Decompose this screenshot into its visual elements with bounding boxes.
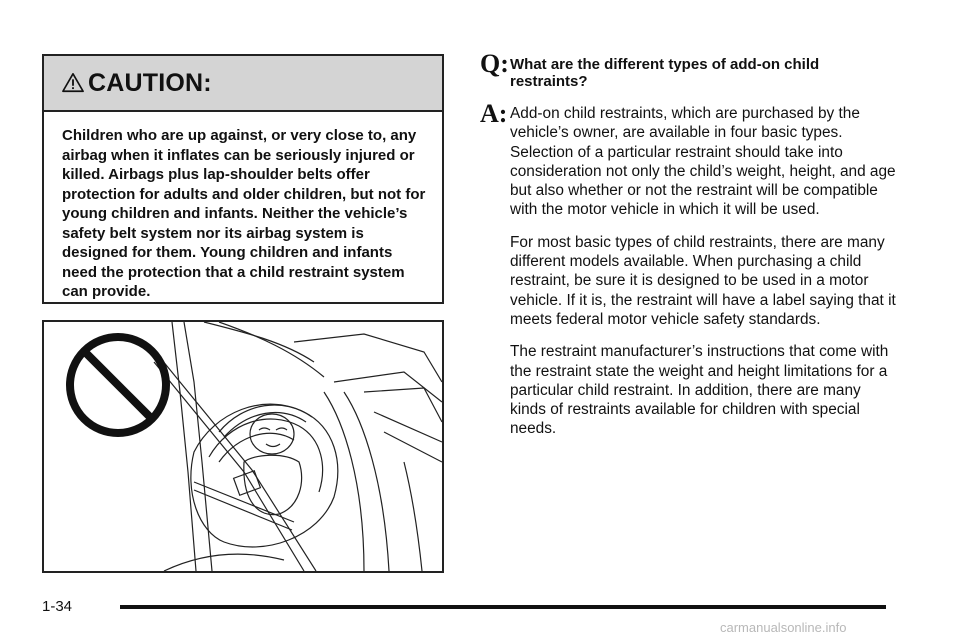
caution-box — [42, 54, 444, 304]
answer-paragraph: For most basic types of child restraints, there are many different models available. When purchasing a child restraint, be sure it is designed to be used in a motor vehicle. If it is, the restraint will have a label saying that it meets federal motor vehicle safety standards. — [510, 233, 896, 328]
footer-rule — [120, 605, 886, 609]
caution-title: CAUTION: — [88, 68, 212, 97]
warning-triangle-icon — [62, 72, 84, 94]
page-number: 1-34 — [42, 598, 73, 615]
answer-marker: A: — [480, 99, 508, 128]
qa-section — [480, 49, 900, 452]
car-seat-illustration — [42, 320, 444, 573]
answer-paragraph: Add-on child restraints, which are purchased by the vehicle’s owner, are available in four basic types. Selection of a particular restraint should take into consideration not only the child’s weight, height, and age but also whether or not the restraint will be compatible with the motor vehicle in which it will be used. — [510, 105, 896, 219]
answer-row — [480, 99, 900, 452]
watermark: carmanualsonline.info — [720, 620, 847, 635]
question-row — [480, 49, 900, 90]
caution-header — [44, 56, 442, 112]
caution-text: Children who are up against, or very close to, any airbag when it inflates can be seriously injured or killed. Airbags plus lap-shoulder belts offer protection for adults and older children, but not for young children and infants. Neither the vehicle’s safety belt system nor its airbag system is designed for them. Young children and infants need the protection that a child restraint system can provide. — [62, 127, 426, 300]
answer-paragraph: The restraint manufacturer’s instructions that come with the restraint state the weight and height limitations for a particular child restraint. In addition, there are many kinds of restraints available for children with special needs. — [510, 343, 889, 438]
question-marker: Q: — [480, 49, 509, 78]
question-text: What are the different types of add-on child restraints? — [510, 56, 820, 90]
prohibition-icon — [70, 337, 166, 433]
